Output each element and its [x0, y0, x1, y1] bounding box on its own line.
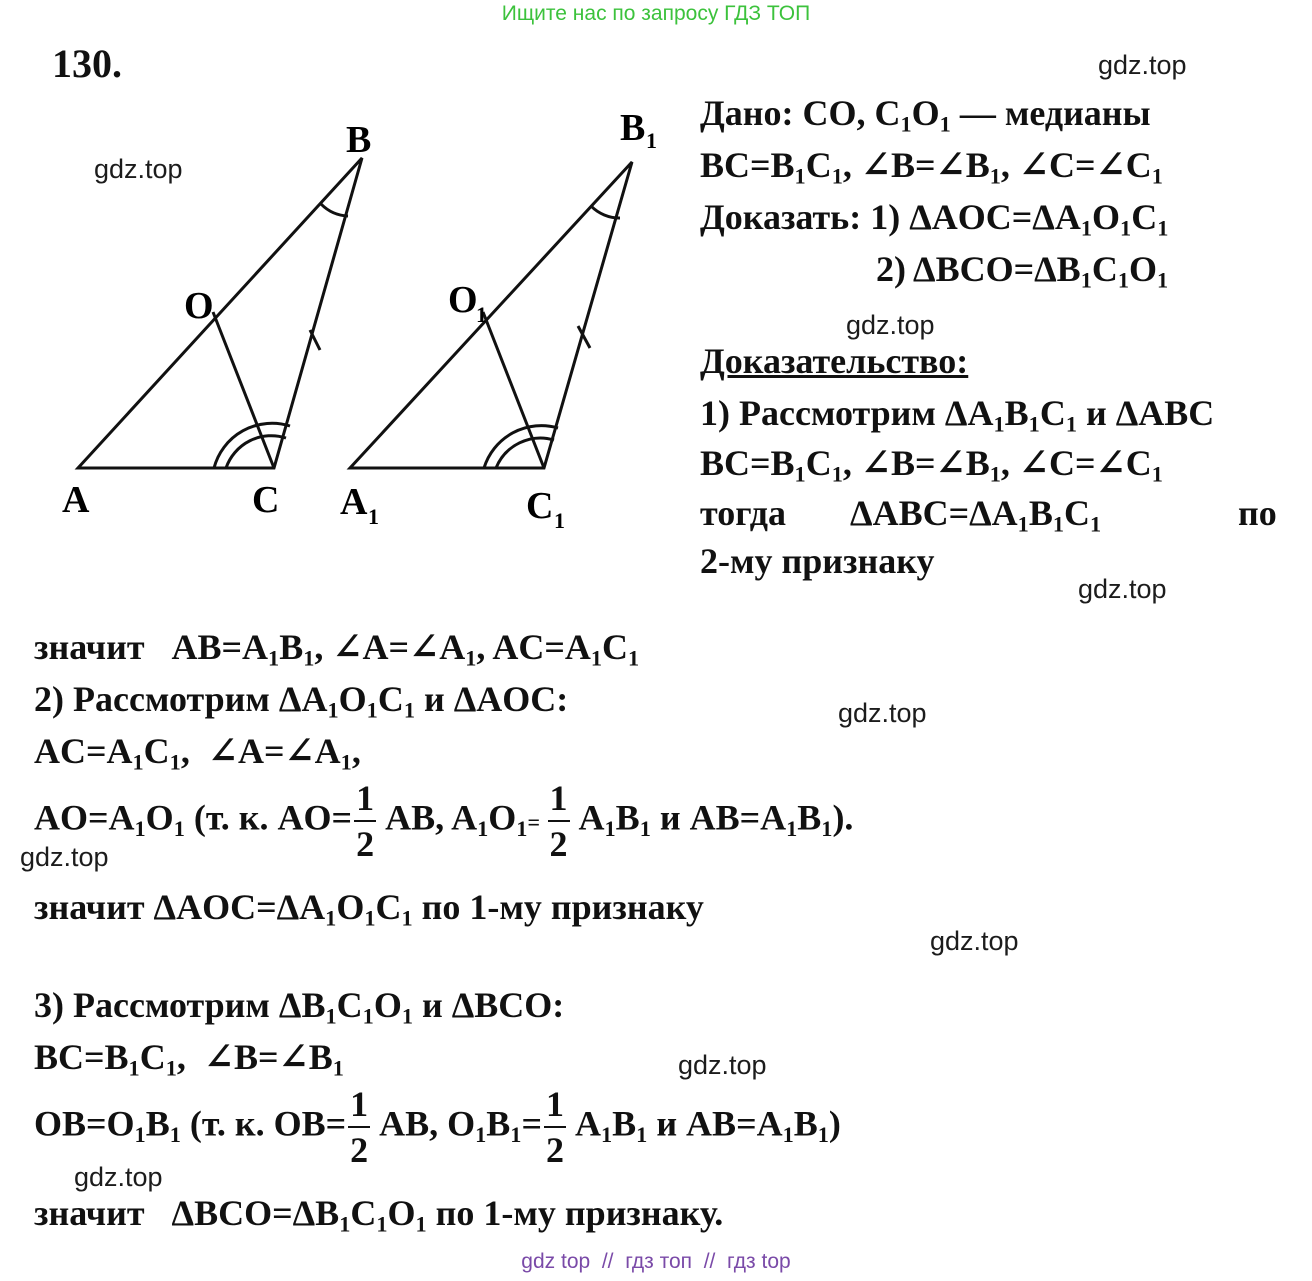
problem-number: 130. — [52, 41, 122, 86]
vertex-c1-subscript: 1 — [554, 508, 565, 533]
proof-step-1-by: по — [1238, 493, 1277, 533]
proof-step-1-criterion: 2-му признаку — [700, 541, 935, 581]
proof-step-1-equality: $\Delta ABC=\Delta A_1B_1C_1$ — [850, 493, 1102, 537]
vertex-a-label: A — [62, 479, 90, 521]
proof-step-2-median-equality: $AO=A_1O_1$ (т. к. AO= $\frac{1}{2}$ AB, $A_1O_1=$ $\frac{1}{2}$ $A_1B_1$ и $AB=A_1B_1$). — [34, 778, 854, 864]
proof-step-3-conditions: $BC=B_1C_1$, $\angle B=\angle B_1$ — [34, 1037, 344, 1081]
site-banner: Ищите нас по запросу ГДЗ ТОП — [501, 2, 811, 25]
vertex-b1-label: B — [620, 107, 646, 149]
site-footer: gdz top // гдз топ // гдз top — [521, 1250, 791, 1273]
fraction-one-half: $\frac{1}{2}$ — [350, 1084, 369, 1170]
proof-step-2: 2) Рассмотрим $\Delta A_1O_1C_1$ и ΔAOC: — [34, 679, 569, 723]
proof-step-2-conditions: $AC=A_1C_1$, $\angle A=\angle A_1$, — [34, 731, 361, 775]
proof-step-1-conclusion: значит $AB=A_1B_1$, $\angle A=\angle A_1$, $AC=A_1C_1$ — [34, 627, 640, 671]
watermark: gdz.top — [930, 926, 1019, 956]
vertex-b-label: B — [346, 119, 372, 161]
to-prove-line-2: 2) $\Delta BCO=\Delta B_1C_1O_1$ — [876, 249, 1169, 293]
fraction-one-half: $\frac{1}{2}$ — [545, 1084, 564, 1170]
vertex-a1-subscript: 1 — [368, 504, 379, 529]
vertex-a1-label: A — [340, 481, 368, 523]
vertex-o1-subscript: 1 — [476, 302, 487, 327]
proof-step-1: 1) Рассмотрим $\Delta A_1B_1C_1$ и ΔABC — [700, 393, 1215, 437]
proof-step-3-median-equality: $OB=O_1B_1$ (т. к. OB= $\frac{1}{2}$ AB, $O_1B_1=$ $\frac{1}{2}$ $A_1B_1$ и $AB=A_1B_1$) — [34, 1084, 841, 1170]
triangles-figure — [0, 100, 700, 540]
triangle-a1b1c1 — [350, 162, 632, 468]
to-prove-line-1: Доказать: 1) $\Delta AOC=\Delta A_1O_1C_1$ — [700, 197, 1169, 241]
watermark: gdz.top — [1098, 50, 1187, 80]
watermark: gdz.top — [838, 698, 927, 728]
proof-step-2-conclusion: значит $\Delta AOC=\Delta A_1O_1C_1$ по 1-му признаку — [34, 887, 704, 931]
vertex-o-label: O — [184, 285, 214, 327]
watermark: gdz.top — [20, 842, 109, 872]
vertex-c-label: C — [252, 479, 280, 521]
watermark: gdz.top — [74, 1162, 163, 1192]
proof-heading: Доказательство: — [700, 341, 969, 381]
given-line-2: $BC=B_1C_1$, $\angle B=\angle B_1$, $\angle C=\angle C_1$ — [700, 145, 1163, 189]
proof-step-1-then: тогда — [700, 493, 786, 533]
watermark: gdz.top — [846, 310, 935, 340]
fraction-one-half: $\frac{1}{2}$ — [356, 778, 375, 864]
watermark: gdz.top — [94, 154, 183, 184]
vertex-o1-label: O — [448, 279, 478, 321]
vertex-b1-subscript: 1 — [646, 128, 657, 153]
watermark: gdz.top — [678, 1050, 767, 1080]
proof-step-1-conditions: $BC=B_1C_1$, $\angle B=\angle B_1$, $\angle C=\angle C_1$ — [700, 443, 1163, 487]
fraction-one-half: $\frac{1}{2}$ — [549, 778, 568, 864]
proof-step-3-conclusion: значит $\Delta BCO=\Delta B_1C_1O_1$ по 1-му признаку. — [34, 1193, 724, 1237]
vertex-c1-label: C — [526, 485, 554, 527]
watermark: gdz.top — [1078, 574, 1167, 604]
proof-step-3: 3) Рассмотрим $\Delta B_1C_1O_1$ и ΔBCO: — [34, 985, 565, 1029]
given-line-1: Дано: CO, $C_1O_1$ — медианы — [700, 93, 1151, 137]
triangle-abc — [78, 158, 362, 468]
